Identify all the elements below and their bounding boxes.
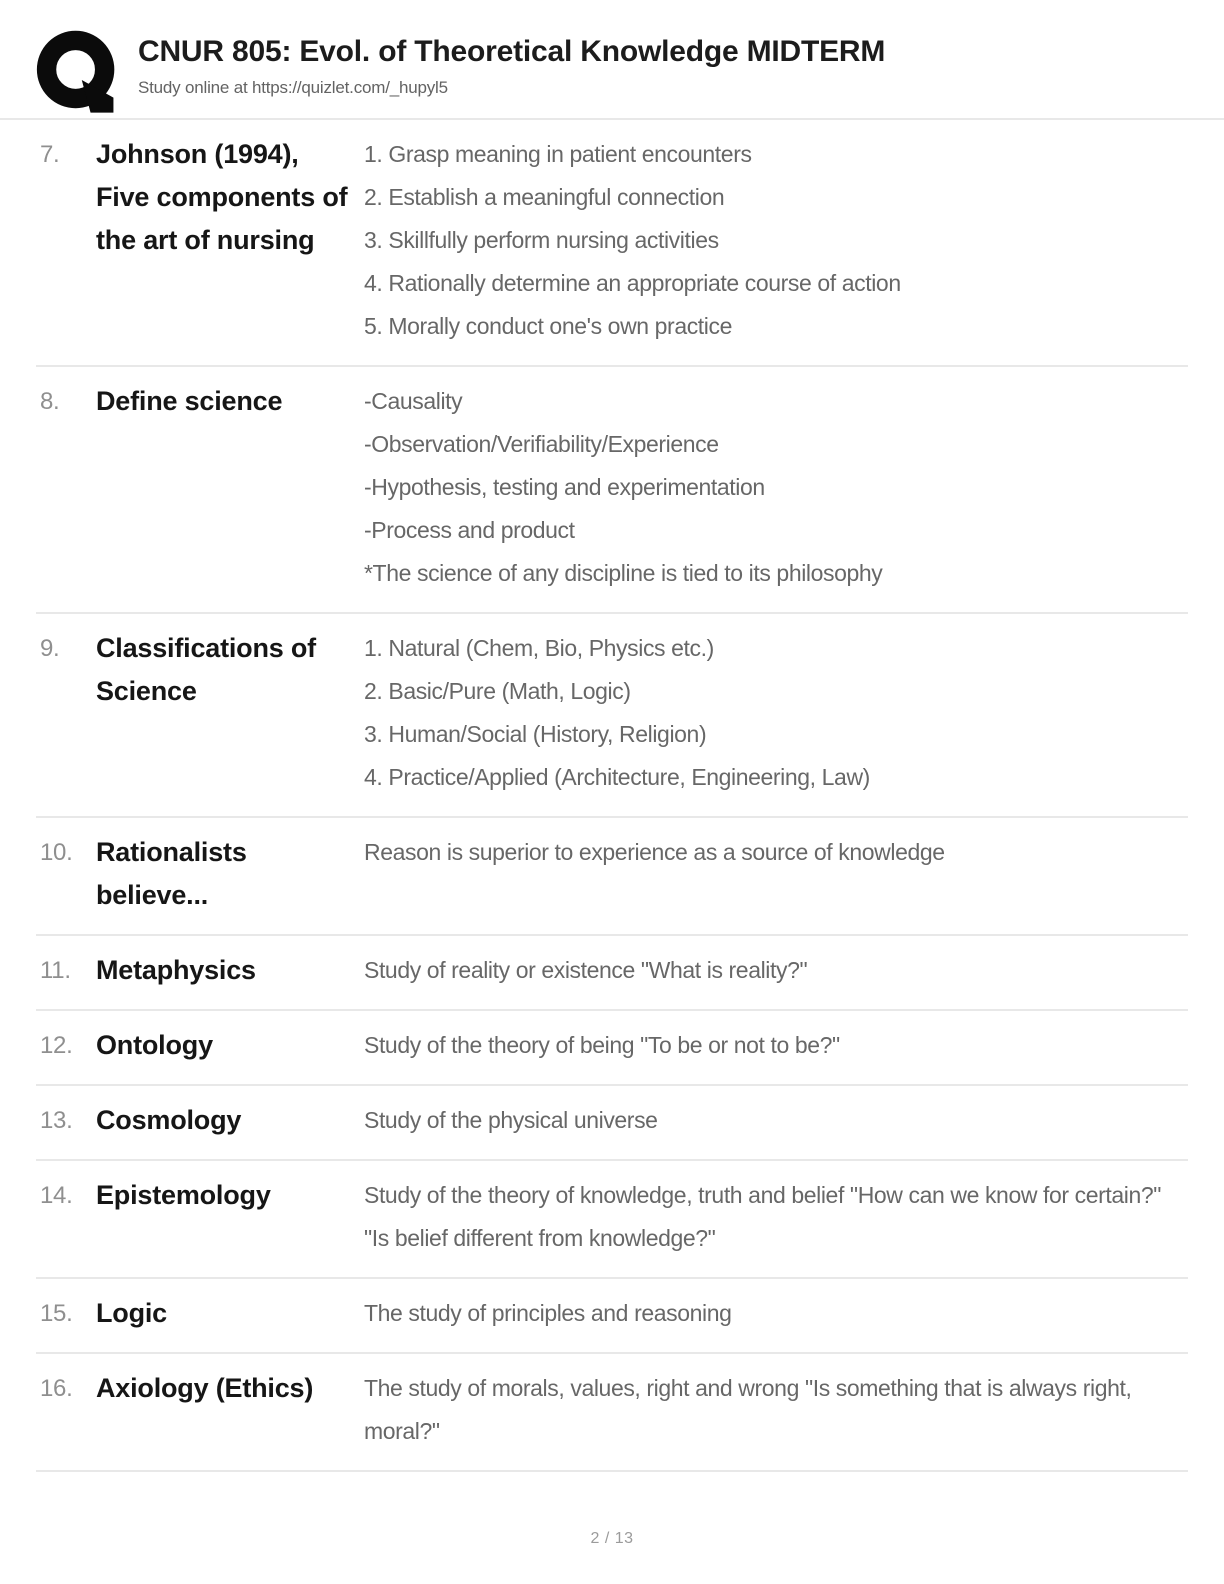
definition-line: -Hypothesis, testing and experimentation [364, 474, 765, 500]
card-number: 16. [40, 1375, 73, 1402]
flashcard-row [36, 120, 1188, 367]
definition-line: 2. Basic/Pure (Math, Logic) [364, 678, 631, 704]
definition-line: -Observation/Verifiability/Experience [364, 431, 719, 457]
flashcard-row [36, 1279, 1188, 1354]
definition-line: *The science of any discipline is tied to its philosophy [364, 560, 883, 586]
card-term: Johnson (1994), Five components of the art of nursing [96, 139, 348, 255]
definition-line: 4. Practice/Applied (Architecture, Engineering, Law) [364, 764, 870, 790]
card-term: Rationalists believe... [96, 837, 247, 910]
card-definition [364, 133, 1188, 348]
definition-line: Study of reality or existence "What is reality?" [364, 957, 808, 983]
flashcard-row [36, 1161, 1188, 1279]
card-term: Define science [96, 386, 283, 416]
flashcard-row [36, 1354, 1188, 1472]
definition-line: Reason is superior to experience as a source of knowledge [364, 839, 945, 865]
card-term: Epistemology [96, 1180, 271, 1210]
card-number: 12. [40, 1032, 73, 1059]
card-definition [364, 627, 1188, 799]
card-term: Ontology [96, 1030, 213, 1060]
flashcard-row [36, 1011, 1188, 1086]
card-definition [364, 380, 1188, 595]
card-term: Logic [96, 1298, 167, 1328]
card-number: 9. [40, 635, 60, 662]
definition-line: Study of the theory of being "To be or not to be?" [364, 1032, 840, 1058]
card-definition [364, 1174, 1188, 1260]
page-header [0, 0, 1224, 120]
definition-line: -Causality [364, 388, 463, 414]
definition-line: 4. Rationally determine an appropriate course of action [364, 270, 901, 296]
flashcard-list [0, 120, 1224, 1472]
definition-line: Study of the theory of knowledge, truth and belief "How can we know for certain?" "Is belief different from knowledge?" [364, 1182, 1162, 1251]
quizlet-q-logo-icon [36, 28, 124, 118]
card-term: Metaphysics [96, 955, 256, 985]
flashcard-row [36, 818, 1188, 936]
card-definition [364, 831, 1188, 917]
definition-line: The study of morals, values, right and wrong "Is something that is always right, moral?" [364, 1375, 1132, 1444]
page-footer [0, 1530, 1224, 1548]
set-title: CNUR 805: Evol. of Theoretical Knowledge MIDTERM [138, 35, 886, 68]
card-number: 10. [40, 839, 73, 866]
card-definition [364, 1099, 1188, 1142]
flashcard-row [36, 1086, 1188, 1161]
definition-line: -Process and product [364, 517, 575, 543]
definition-line: 2. Establish a meaningful connection [364, 184, 725, 210]
card-number: 15. [40, 1300, 73, 1327]
set-url-link[interactable]: https://quizlet.com/_hupyl5 [252, 78, 448, 97]
definition-line: 5. Morally conduct one's own practice [364, 313, 733, 339]
card-number: 8. [40, 388, 60, 415]
definition-line: 3. Skillfully perform nursing activities [364, 227, 719, 253]
card-definition [364, 1367, 1188, 1453]
card-term: Classifications of Science [96, 633, 316, 706]
definition-line: Study of the physical universe [364, 1107, 658, 1133]
definition-line: The study of principles and reasoning [364, 1300, 732, 1326]
card-definition [364, 1292, 1188, 1335]
study-online-line [138, 78, 885, 98]
card-definition [364, 1024, 1188, 1067]
card-definition [364, 949, 1188, 992]
flashcard-row [36, 936, 1188, 1011]
card-number: 11. [40, 957, 71, 984]
card-number: 14. [40, 1182, 73, 1209]
definition-line: 3. Human/Social (History, Religion) [364, 721, 707, 747]
definition-line: 1. Natural (Chem, Bio, Physics etc.) [364, 635, 714, 661]
card-term: Axiology (Ethics) [96, 1373, 314, 1403]
page-number: 2 / 13 [590, 1530, 634, 1547]
flashcard-row [36, 367, 1188, 614]
header-text-block [138, 28, 885, 98]
card-term: Cosmology [96, 1105, 242, 1135]
flashcard-row [36, 614, 1188, 818]
card-number: 13. [40, 1107, 73, 1134]
study-online-prefix: Study online at [138, 78, 252, 97]
definition-line: 1. Grasp meaning in patient encounters [364, 141, 752, 167]
card-number: 7. [40, 141, 60, 168]
